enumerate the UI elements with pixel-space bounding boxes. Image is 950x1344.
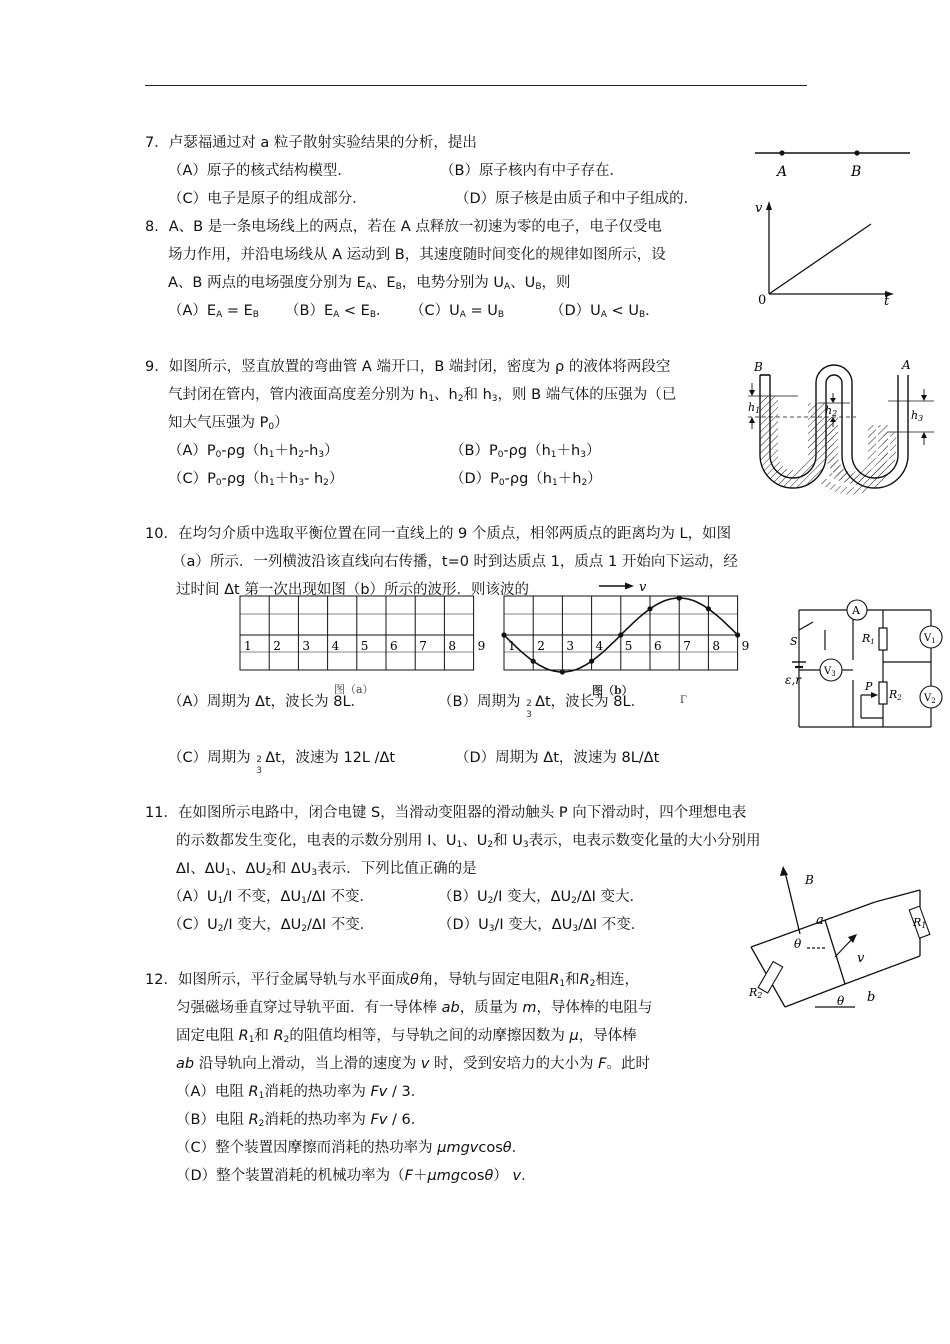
wave-particle-dot [589,659,594,664]
q7-stem: 7．卢瑟福通过对 a 粒子散射实验结果的分析，提出 [145,135,477,151]
figure-b-grid [504,596,749,670]
figure-b-point-label: 8 [712,639,721,653]
q12-option-a[interactable]: （A）电阻 $R_1$消耗的热功率为 Fv / 3． [176,1084,426,1101]
q9-line2: 气封闭在管内，管内液面高度差分别为 $h_1$、$h_2$和 $h_3$，则 B 端气体的压强为（已 [168,387,677,404]
figure-a-point-label: 6 [390,639,398,653]
svg-text:V2: $V_2$ [924,693,936,705]
end-b-label: B [754,360,763,374]
q11-option-b[interactable]: $(B)U_2/I$ 变大，$\Delta U_2/\Delta I$ 变大． [438,889,645,906]
origin-label: 0 [758,293,767,308]
header-rule [145,85,807,86]
rod-end-a-label: a [816,913,824,928]
h1-label: h1 [748,401,761,415]
rod-end-b-label: b [867,990,876,1005]
h2-label: h2 [825,404,838,418]
q10-option-c[interactable]: （C）周期为 2 3 Δt，波速为 12L /Δt [168,750,396,776]
figure-a-point-label: 8 [448,639,457,653]
q12-option-c[interactable]: （C）整个装置因摩擦而消耗的热功率为 μmgvcosθ． [176,1140,527,1156]
slider-p-label: P [865,680,873,693]
wave-particle-dot [618,632,623,637]
q7-option-d[interactable]: （D）原子核是由质子和中子组成的． [455,191,699,207]
q12-inclined-rails-figure [745,862,935,1022]
svg-text:V3: $V_3$ [824,666,836,678]
q9-option-b[interactable]: $(B)P_0-\rho g(h_1+h_3)$ [450,443,601,460]
figure-a-grid [240,596,485,670]
figure-b-point-label: 2 [537,639,545,653]
q10-wave-figures [236,576,750,706]
q12-option-b[interactable]: （B）电阻 $R_2$消耗的热功率为 Fv / 6． [176,1112,426,1129]
q8-option-c[interactable]: $(C)U_A = U_B$ [410,303,505,320]
figure-a-point-label: 4 [331,639,340,653]
wave-particle-dot [706,606,711,611]
q7-option-b[interactable]: （B）原子核内有中子存在． [440,163,624,179]
q12-line4: ab 沿导轨向上滑动，当上滑的速度为 v 时，受到安培力的大小为 F。此时 [176,1056,650,1072]
figure-b-point-label: 3 [566,639,575,653]
fraction-two-thirds: 2 3 [526,699,532,720]
figure-b-point-label: 6 [654,639,662,653]
figure-a-point-label: 7 [419,639,427,653]
wave-particle-dot [531,659,536,664]
q9-line1: 9．如图所示，竖直放置的弯曲管 A 端开口，B 端封闭，密度为 ρ 的液体将两段空 [145,359,671,375]
svg-text:A: A [852,604,860,617]
wave-particle-dot [647,606,652,611]
q11-option-a[interactable]: $(A)U_1/I$ 不变，$\Delta U_1/\Delta I$ 不变． [168,889,375,906]
figure-b-point-label: 9 [741,639,750,653]
wave-velocity-label: v [639,580,647,595]
figure-b-point-label: 5 [624,639,633,653]
q9-option-a[interactable]: $(A)P_0-\rho g(h_1+h_2-h_3)$ [168,443,339,460]
wave-particle-dot [735,632,740,637]
q10-option-d[interactable]: （D）周期为 Δt，波速为 8L/Δt [455,750,660,766]
switch-label: S [790,635,798,648]
wave-particle-dot [501,632,506,637]
q8-option-b[interactable]: $(B)E_A < E_B$． [285,303,391,320]
angle-theta-upper: θ [794,937,802,951]
q8-line2: 场力作用，并沿电场线从 A 运动到 B，其速度随时间变化的规律如图所示，设 [168,247,666,263]
figure-a-point-label: 5 [360,639,369,653]
velocity-line [769,224,871,294]
q12-line1: 12．如图所示，平行金属导轨与水平面成θ角，导轨与固定电阻$R_1$和$R_2$相连， [145,972,639,989]
point-a-dot [779,150,784,155]
q10-option-a[interactable]: （A）周期为 Δt，波长为 8L． [168,694,366,710]
q7-option-c[interactable]: （C）电子是原子的组成部分． [168,191,367,207]
r1-label: R1 [862,632,875,646]
q11-line1: 11．在如图所示电路中，闭合电键 S，当滑动变阻器的滑动触头 P 向下滑动时，四个理想电表 [145,805,747,821]
point-a-label: A [777,164,788,180]
figure-b-caption: 图（b） [592,684,633,697]
end-a-label: A [902,358,911,372]
q8-velocity-time-graph [750,198,900,310]
r2-label: R2 [889,688,902,702]
figure-b-point-label: 1 [508,639,516,653]
point-b-dot [854,150,859,155]
figure-a-point-label: 9 [477,639,486,653]
h3-label: h3 [911,409,924,423]
q11-option-d[interactable]: $(D)U_3/I$ 变大，$\Delta U_3/\Delta I$ 不变． [438,917,646,934]
q7-field-line-figure [750,140,915,185]
q9-option-d[interactable]: $(D)P_0-\rho g(h_1+h_2)$ [450,471,602,488]
figure-b-point-label: 7 [683,639,691,653]
figure-a-caption: 图（a） [334,683,374,696]
figure-a-point-label: 2 [273,639,281,653]
q8-line1: 8．A、B 是一条电场线上的两点，若在 A 点释放一初速为零的电子，电子仅受电 [145,219,662,235]
q8-option-d[interactable]: $(D)U_A < U_B$． [550,303,660,320]
v-axis-label: v [755,201,763,216]
svg-text:V1: $V_1$ [924,633,936,645]
q8-option-a[interactable]: $(A)E_A = E_B$ [168,303,259,320]
q11-line3: ΔI、$\Delta U_1$、$\Delta U_2$和 $\Delta U_3$表示．下列比值正确的是 [176,861,477,878]
velocity-label: v [857,951,865,966]
figure-a-point-label: 3 [302,639,311,653]
field-b-arrow [780,866,788,876]
angle-theta-lower: θ [837,994,845,1008]
figure-b-point-label: 4 [595,639,604,653]
q9-bent-tube-figure [738,355,938,490]
q7-option-a[interactable]: （A）原子的核式结构模型． [168,163,352,179]
stray-mark: Γ [680,695,687,706]
q10-line2: （a）所示．一列横波沿该直线向右传播，t=0 时到达质点 1，质点 1 开始向下运动，经 [172,554,738,570]
q11-line2: 的示数都发生变化，电表的示数分别用 I、$U_1$、$U_2$和 $U_3$表示，电表示数变化量的大小分别用 [176,833,761,850]
q9-line3: 知大气压强为 $P_0$） [168,415,289,432]
q8-line3: A、B 两点的电场强度分别为 $E_A$、$E_B$，电势分别为 $U_A$、$U_B$，则 [168,275,571,292]
q11-circuit-figure [785,600,945,735]
wave-particle-dot [677,595,682,600]
figure-a-point-label: 1 [244,639,252,653]
r2-label: R2 [749,986,763,1000]
q11-option-c[interactable]: $(C)U_2/I$ 变大，$\Delta U_2/\Delta I$ 不变． [168,917,375,934]
field-b-label: B [805,873,814,887]
q12-line3: 固定电阻 $R_1$和 $R_2$的阻值均相等，与导轨之间的动摩擦因数为 μ，导体棒 [176,1028,637,1045]
r1-label: R1 [913,916,927,930]
v-axis-arrow [766,201,772,210]
q10-option-b[interactable]: （B）周期为 2 3 Δt，波长为 8L． [438,694,646,720]
q12-option-d[interactable]: （D）整个装置消耗的机械功率为（F＋μmgcosθ） v． [176,1168,536,1184]
emf-label: ε,r [785,673,801,687]
q12-line2: 匀强磁场垂直穿过导轨平面．有一导体棒 ab，质量为 m，导体棒的电阻与 [176,1000,653,1016]
wave-particle-dot [560,669,565,674]
point-b-label: B [851,164,862,180]
q10-line3: 过时间 Δt 第一次出现如图（b）所示的波形．则该波的 [176,582,530,598]
t-axis-label: t [884,294,890,309]
q10-line1: 10．在均匀介质中选取平衡位置在同一直线上的 9 个质点，相邻两质点的距离均为 L，如图 [145,526,732,542]
fraction-two-thirds: 2 3 [256,755,262,776]
q9-option-c[interactable]: $(C)P_0-\rho g(h_1+h_3-$ $h_2$） [168,471,344,488]
